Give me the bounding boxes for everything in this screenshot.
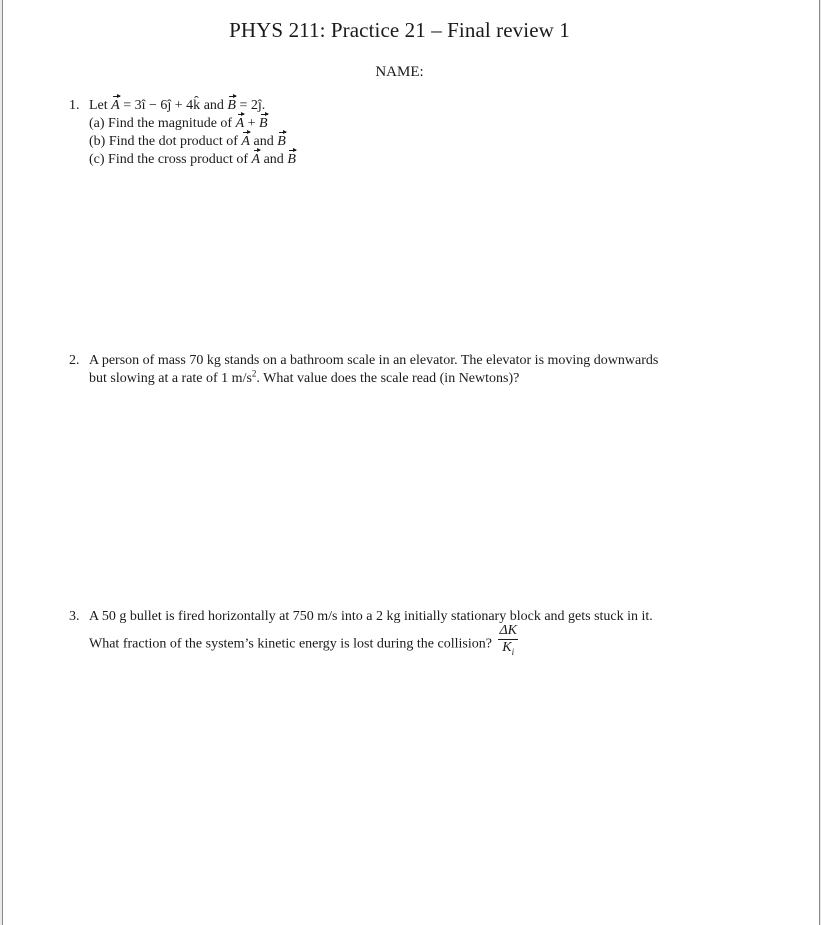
vector-a: A	[235, 116, 245, 131]
and-word: and	[200, 98, 228, 113]
problem-1-part-a	[69, 115, 296, 133]
and-word: and	[249, 134, 278, 149]
vector-b: B	[259, 116, 268, 131]
problem-1-part-c	[69, 151, 296, 169]
vector-a-components: = 3î − 6ĵ + 4k̂	[119, 98, 201, 113]
problem-2	[69, 352, 769, 388]
fraction-numerator: ΔK	[499, 623, 517, 638]
part-b-text: (b) Find the dot product of	[89, 134, 242, 149]
problem-3-line-2-text: What fraction of the system’s kinetic energy is lost during the collision?	[89, 636, 492, 652]
problem-1-part-b	[69, 133, 296, 151]
vector-a: A	[241, 134, 250, 149]
vector-b: B	[287, 152, 296, 167]
problem-1-intro	[69, 97, 296, 115]
fraction-denominator-subscript: i	[511, 646, 515, 657]
page-title: PHYS 211: Practice 21 – Final review 1	[229, 18, 570, 42]
problem-3-line-2	[69, 623, 769, 663]
vector-a: A	[111, 98, 120, 113]
problem-number: 1.	[69, 98, 80, 113]
exponent: 2	[251, 368, 257, 379]
plus-sign: +	[244, 116, 260, 131]
problem-2-line-2	[69, 370, 769, 388]
problem-3-line-1: A 50 g bullet is fired horizontally at 750 m/s into a 2 kg initially stationary block and gets stuck in it.	[89, 609, 653, 624]
part-a-text: (a) Find the magnitude of	[89, 116, 236, 131]
part-c-text: (c) Find the cross product of	[89, 152, 252, 167]
fraction-denominator	[498, 640, 518, 660]
fraction-denominator-main: K	[502, 640, 512, 655]
vector-b: B	[277, 134, 286, 149]
vector-b-components: = 2ĵ.	[235, 98, 266, 113]
and-word: and	[260, 152, 288, 167]
problem-1	[69, 97, 296, 169]
vector-b: B	[227, 98, 236, 113]
name-label: NAME:	[375, 64, 424, 80]
problem-2-line-2-text: but slowing at a rate of 1 m/s	[89, 371, 252, 386]
problem-number: 3.	[69, 609, 80, 624]
problem-2-line-1: A person of mass 70 kg stands on a bathroom scale in an elevator. The elevator is moving downwards	[89, 353, 659, 368]
document-page	[2, 0, 820, 925]
problem-2-line-2-suffix: . What value does the scale read (in Newtons)?	[256, 371, 520, 386]
problem-number: 2.	[69, 353, 80, 368]
vector-a: A	[251, 152, 261, 167]
problem-1-intro-text: Let	[89, 98, 112, 113]
problem-3	[69, 608, 769, 663]
fraction-delta-k-over-ki	[498, 623, 518, 660]
